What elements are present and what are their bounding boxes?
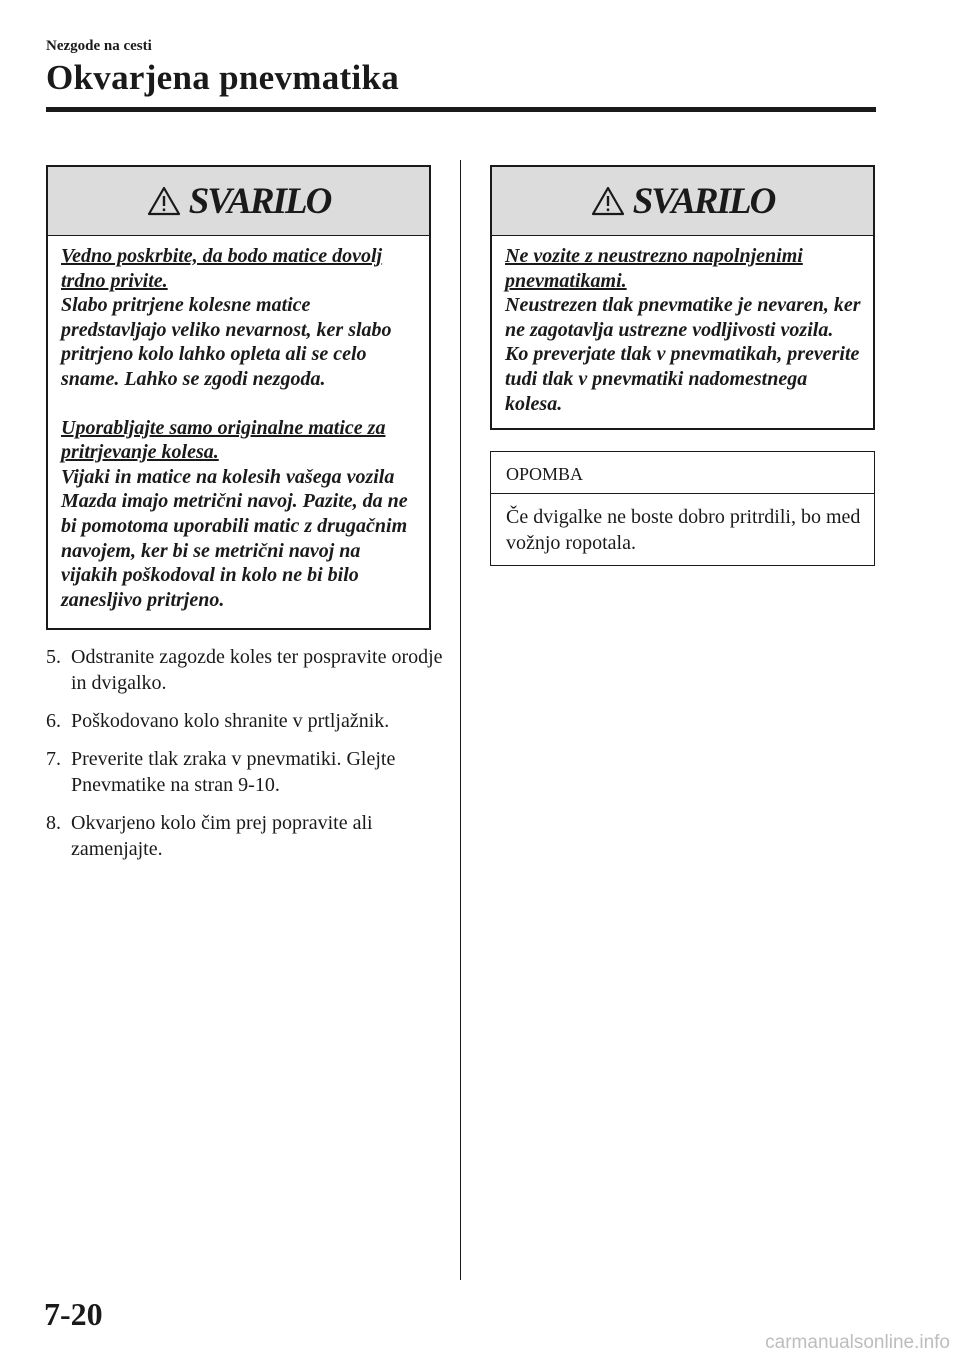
warning-body [492, 236, 873, 426]
page-title: Okvarjena pnevmatika [46, 58, 400, 97]
steps-list [46, 644, 446, 874]
step-number: 7. [46, 748, 61, 770]
step-text: Odstranite zagozde koles ter pospravite orodje in dvigalko. [71, 646, 443, 694]
warning-text: Vijaki in matice na kolesih vašega vozila Mazda imajo metrični navoj. Pazite, da ne bi pomotoma uporabili matic z drugačnim navojem, ker bi se metrični navoj na vijakih poškodoval in kolo ne bi bilo zanesljivo pritrjeno. [61, 465, 408, 611]
list-item [46, 746, 446, 798]
warning-title: SVARILO [632, 180, 775, 222]
warning-triangle-icon [591, 186, 625, 216]
column-divider [460, 160, 461, 1280]
step-number: 6. [46, 710, 61, 732]
list-item [46, 644, 446, 696]
list-item [46, 708, 446, 734]
page-number: 7-20 [44, 1296, 103, 1332]
warning-text: Slabo pritrjene kolesne matice predstavljajo veliko nevarnost, ker slabo pritrjeno kolo lahko opleta ali se celo sname. Lahko se zgodi nezgoda. [61, 294, 392, 390]
warning-title: SVARILO [188, 180, 331, 222]
warning-text: Neustrezen tlak pnevmatike je nevaren, ker ne zagotavlja ustrezne vodljivosti vozila. Ko preverjate tlak v pnevmatikah, preverite tudi tlak v pnevmatiki nadomestnega kolesa. [505, 294, 861, 415]
title-rule [46, 107, 876, 112]
watermark: carmanualsonline.info [765, 1332, 950, 1353]
warning-header [48, 167, 429, 236]
warning-heading: Vedno poskrbite, da bodo matice dovolj trdno privite. [61, 245, 383, 292]
note-text: Če dvigalke ne boste dobro pritrdili, bo med vožnjo ropotala. [506, 506, 861, 554]
list-item [46, 810, 446, 862]
warning-heading: Uporabljajte samo originalne matice za pritrjevanje kolesa. [61, 416, 386, 464]
warning-body [48, 236, 429, 622]
note-box [490, 451, 875, 566]
section-label: Nezgode na cesti [46, 38, 152, 54]
step-number: 5. [46, 646, 61, 668]
step-text: Okvarjeno kolo čim prej popravite ali zamenjajte. [71, 812, 373, 860]
note-title: OPOMBA [491, 452, 874, 494]
warning-box-tire-pressure [490, 165, 875, 430]
warning-heading: Ne vozite z neustrezno napolnjenimi pnevmatikami. [505, 245, 803, 292]
step-text: Preverite tlak zraka v pnevmatiki. Glejte Pnevmatike na stran 9-10. [71, 748, 396, 796]
step-text: Poškodovano kolo shranite v prtljažnik. [71, 710, 390, 732]
step-number: 8. [46, 812, 61, 834]
warning-triangle-icon [147, 186, 181, 216]
warning-header [492, 167, 873, 236]
warning-box-wheel-nuts [46, 165, 431, 630]
